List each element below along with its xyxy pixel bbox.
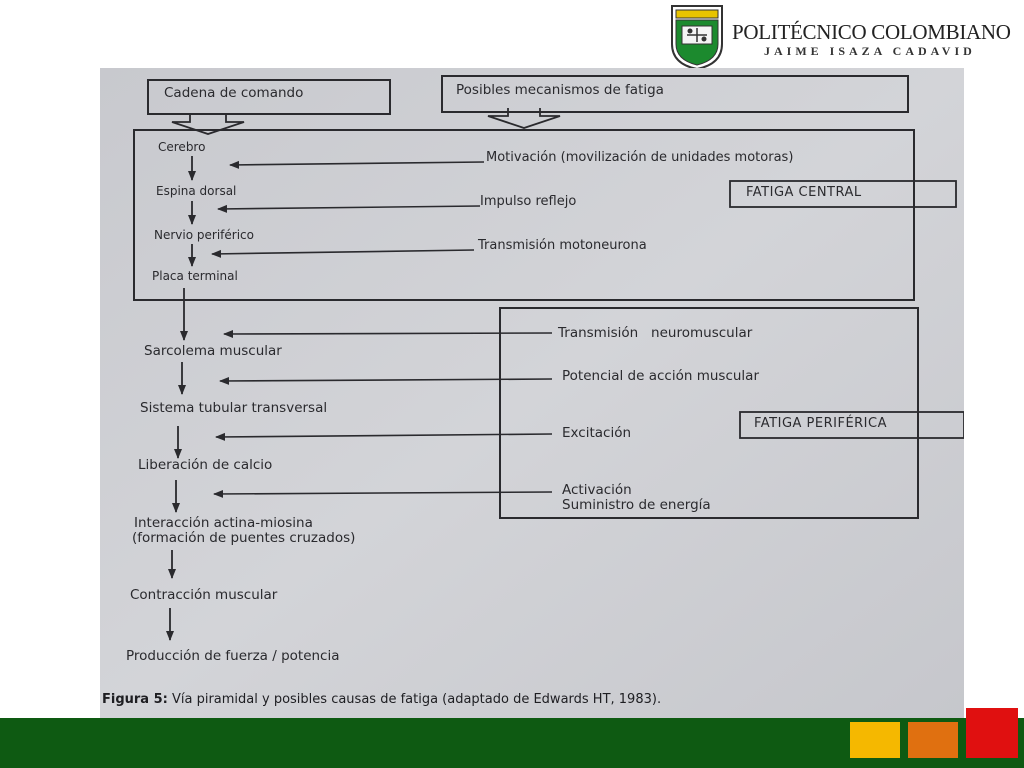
central-mech-motivacion: Motivación (movilización de unidades motoras) bbox=[486, 150, 794, 165]
diagram-lines bbox=[100, 68, 964, 720]
peripheral-mech-energia: Suministro de energía bbox=[562, 497, 711, 513]
chain-item-calcio: Liberación de calcio bbox=[138, 457, 273, 473]
peripheral-mech-potencial: Potencial de acción muscular bbox=[562, 368, 759, 384]
peripheral-mech-neuromuscular: Transmisión neuromuscular bbox=[558, 325, 753, 341]
header-right-label: Posibles mecanismos de fatiga bbox=[456, 82, 664, 98]
central-mech-impulso: Impulso reflejo bbox=[480, 194, 577, 209]
mech-arrow-4 bbox=[224, 333, 552, 334]
figure-caption-text: Vía piramidal y posibles causas de fatiga (adaptado de Edwards HT, 1983). bbox=[167, 692, 662, 707]
figure-caption-label: Figura 5: bbox=[102, 692, 168, 707]
chain-item-tubular: Sistema tubular transversal bbox=[140, 400, 328, 416]
peripheral-fatigue-label: FATIGA PERIFÉRICA bbox=[754, 416, 887, 431]
yellow-square bbox=[850, 722, 900, 758]
chain-item-fuerza: Producción de fuerza / potencia bbox=[126, 648, 340, 664]
chain-item-contraccion: Contracción muscular bbox=[130, 587, 278, 603]
crest-icon bbox=[670, 4, 724, 70]
brand-subtitle: JAIME ISAZA CADAVID bbox=[764, 44, 976, 58]
chain-item-espina: Espina dorsal bbox=[156, 184, 237, 198]
diagram-photo bbox=[100, 68, 964, 720]
peripheral-mech-excitacion: Excitación bbox=[562, 425, 632, 441]
central-fatigue-label: FATIGA CENTRAL bbox=[746, 185, 862, 200]
peripheral-mech-activacion: Activación bbox=[562, 482, 632, 498]
figure-caption bbox=[102, 692, 661, 707]
header-left-label: Cadena de comando bbox=[164, 85, 304, 101]
chain-item-placa: Placa terminal bbox=[152, 269, 238, 283]
chain-item-actina: Interacción actina-miosina bbox=[134, 515, 313, 531]
chain-item-cerebro: Cerebro bbox=[158, 140, 206, 154]
chain-item-sarcolema: Sarcolema muscular bbox=[144, 343, 282, 359]
orange-square bbox=[908, 722, 958, 758]
brand-logo bbox=[668, 4, 1024, 72]
red-square bbox=[966, 708, 1018, 758]
chain-item-puentes: (formación de puentes cruzados) bbox=[132, 530, 356, 546]
brand-name: POLITÉCNICO COLOMBIANO bbox=[732, 20, 1011, 44]
chain-item-nervio: Nervio periférico bbox=[154, 228, 254, 242]
central-mech-motoneurona: Transmisión motoneurona bbox=[478, 238, 647, 253]
